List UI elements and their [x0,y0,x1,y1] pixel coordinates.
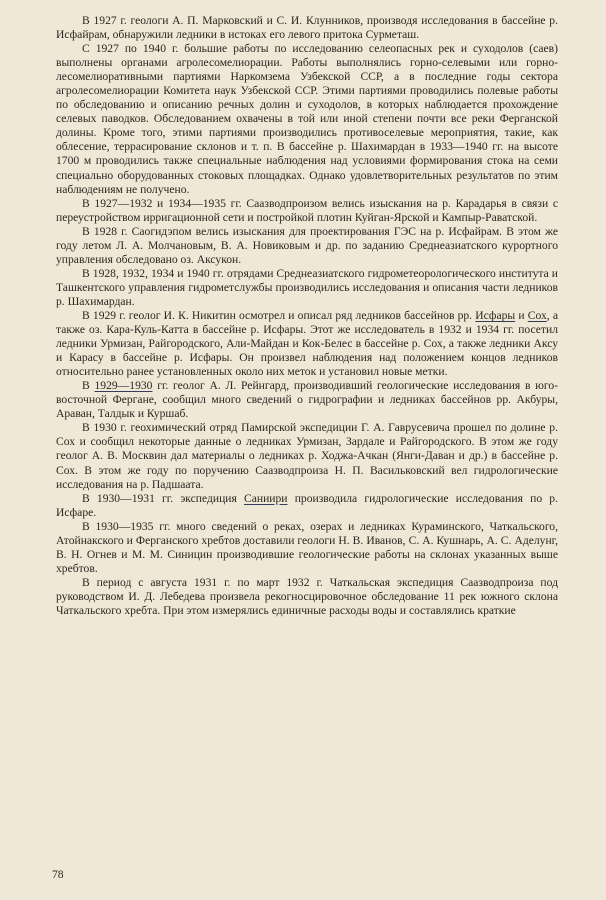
paragraph-4: В 1928 г. Саогидэпом велись изыскания для проектирования ГЭС на р. Исфайрам. В этом же году летом Л. А. Молчановым, В. А. Новиковым и др. по заданию Среднеазиатского курортного управления обследовано оз. Аксукон. [56,224,558,266]
paragraph-6 [56,309,558,379]
paragraph-7 [56,379,558,421]
underlined-sokh: Сох [527,308,547,322]
paragraph-6-text-b: , а также оз. Кара-Куль-Катта в бассейне р. Исфары. Этот же исследователь в 1932 и 1934 гг. посетил ледники Урмизан, Райгородского, Али-Майдан и Кок-Белес в бассейне р. Сох, а также ледники Аксу и Карасу в бассейне р. Исфары. Он произвел наблюдения над положением концов ледников относительно ранее установленных около них меток и установил новые метки. [56,308,558,379]
paragraph-8: В 1930 г. геохимический отряд Памирской экспедиции Г. А. Гаврусевича прошел по долине р. Сох и сообщил некоторые данные о ледниках Урмизан, Зардале и Райгородского. В этом же году геолог А. В. Москвин дал материалы о ледниках р. Ходжа-Ачкан (Янги-Даван и др.) в бассейне р. Сох. В этом же году по поручению Саазводпроиза Н. П. Васильковский вел гидрологические исследования на р. Падшаата. [56,421,558,491]
paragraph-9-text-a: В 1930—1931 гг. экспедиция [82,491,245,505]
paragraph-6-text-a: В 1929 г. геолог И. К. Никитин осмотрел и описал ряд ледников бассейнов рр. [82,308,476,322]
paragraph-1: В 1927 г. геологи А. П. Марковский и С. И. Клунников, производя исследования в бассейне р. Исфайрам, обнаружили ледники в истоках его левого притока Сурметаш. [56,14,558,42]
paragraph-10: В 1930—1935 гг. много сведений о реках, озерах и ледниках Кураминского, Чаткальского, Атойнакского и Ферганского хребтов доставили геологи Н. В. Иванов, С. А. Кушнарь, А. С. Аделунг, В. Н. Огнев и М. М. Синицин производившие геологические работы на склонах указанных выше хребтов. [56,519,558,575]
paragraph-9 [56,492,558,520]
body-text [56,14,558,618]
paragraph-9-text-b: производила гидрологические исследования по р. Исфаре. [56,491,558,519]
paragraph-5: В 1928, 1932, 1934 и 1940 гг. отрядами Среднеазиатского гидрометеорологического института и Ташкентского управления гидрометслужбы производились исследования и описания части ледников р. Шахимардан. [56,266,558,308]
paragraph-6-and: и [515,308,528,322]
paragraph-7-text-b: гг. геолог А. Л. Рейнгард, производивший геологические исследования в юго-восточной Фергане, сообщил много сведений о гидрографии и ледниках бассейнов рр. Акбуры, Араван, Талдык и Куршаб. [56,379,558,421]
paragraph-3: В 1927—1932 и 1934—1935 гг. Саазводпроизом велись изыскания на р. Карадарья в связи с переустройством ирригационной сети и постройкой плотин Куйган-Ярской и Кампыр-Раватской. [56,196,558,224]
paragraph-7-text-a: В [82,379,95,393]
underlined-isfary: Исфары [475,308,516,322]
paragraph-2: С 1927 по 1940 г. большие работы по исследованию селеопасных рек и суходолов (саев) выполнены органами агролесомелиорации. Работы выполнялись горно-селевыми или горно-лесомелиоративными партиями Наркомзема Узбекской ССР, а в последние годы сектора агролесомелиорации Комитета наук Узбекской ССР. Этими партиями проводились полевые работы по обследованию и описанию речных долин и суходолов, в которых наблюдается прохождение селевых паводков. Обследованием охвачены в той или иной степени почти все реки Ферганской долины. Кроме того, этими партиями производились противоселевые мероприятия, такие, как облесение, террасирование склонов и т. п. В бассейне р. Шахимардан в 1933—1940 гг. на высоте 1700 м проводились также специальные наблюдения над условиями формирования стока на семи специально оборудованных стоковых площадках. Однако удовлетворительных результатов по этим наблюдениям не получено. [56,42,558,196]
underlined-years: 1929—1930 [94,379,153,393]
underlined-saniiri: Саниири [244,491,288,505]
paragraph-11: В период с августа 1931 г. по март 1932 г. Чаткальская экспедиция Саазводпроиза под руководством И. Д. Лебедева произвела рекогносцировочное обследование 11 рек южного склона Чаткальского хребта. При этом измерялись единичные расходы воды и составлялись краткие [56,575,558,617]
page-number: 78 [52,868,64,881]
